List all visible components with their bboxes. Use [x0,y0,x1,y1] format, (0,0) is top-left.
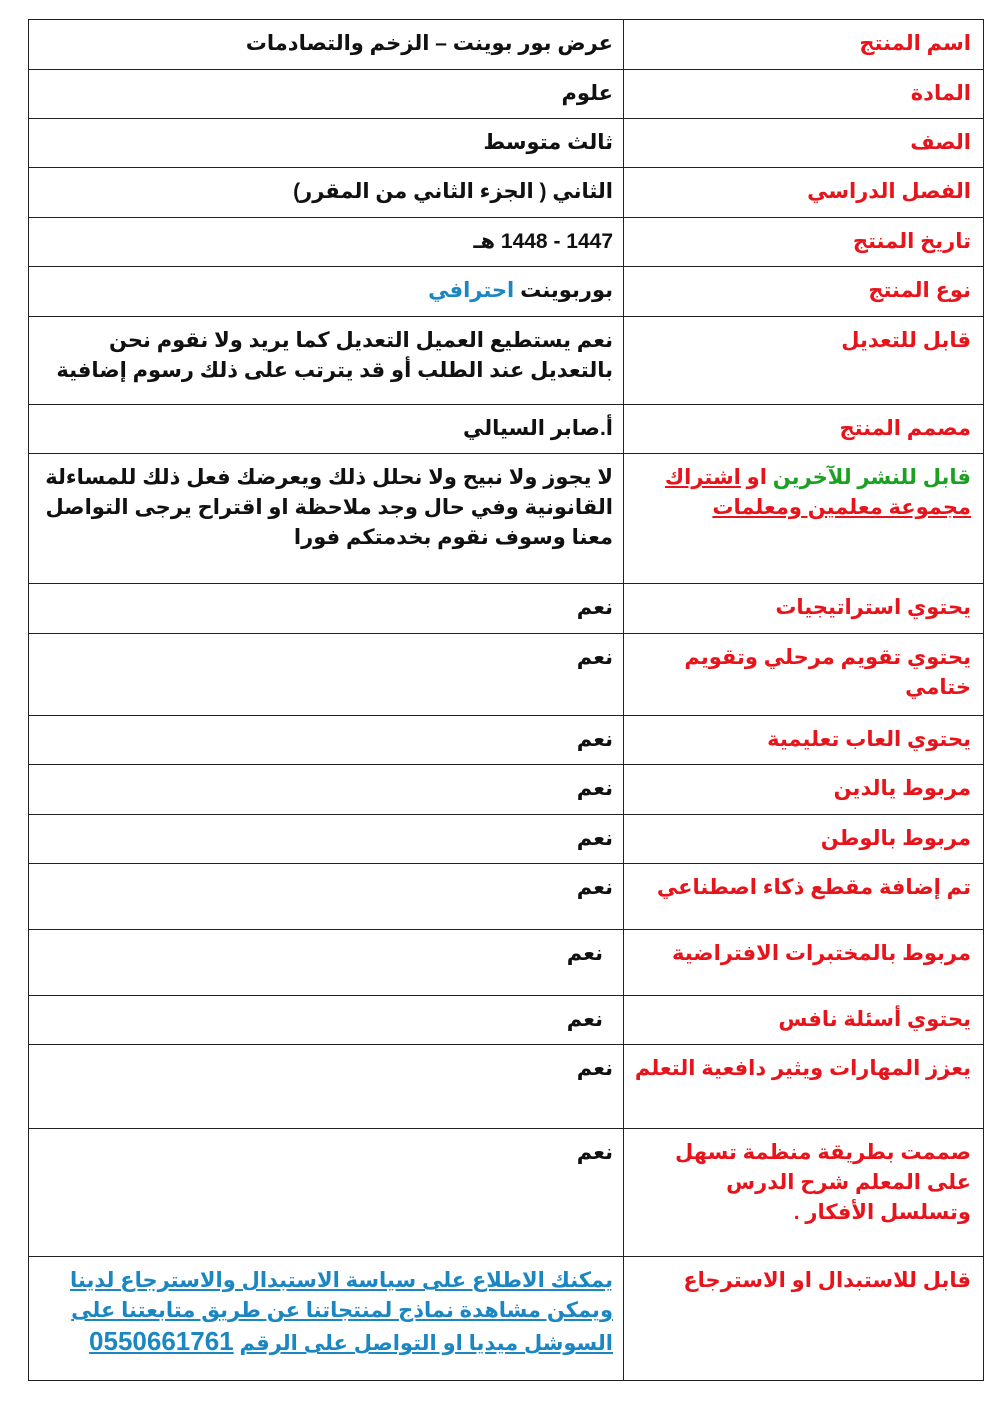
table-row [29,1257,984,1381]
table-row [29,119,984,168]
table-row [29,996,984,1045]
label-games: يحتوي العاب تعليمية [624,716,984,765]
share-label: اشتراك مجموعة معلمين ومعلمات [664,466,971,519]
label-product-date: تاريخ المنتج [624,218,984,267]
product-info-table [28,19,984,1381]
publish-label: قابل للنشر للآخرين [772,466,971,489]
label-grade: الصف [624,119,984,168]
value-publish-share: لا يجوز ولا نبيح ولا نحلل ذلك ويعرضك فعل ذلك للمساءلة القانونية وفي حال وجد ملاحظة او اقتراح يرجى التواصل معنا وسوف نقوم بخدمتكم فورا [29,454,624,584]
label-ai-clip: تم إضافة مقطع ذكاء اصطناعي [624,864,984,930]
table-row [29,218,984,267]
table-row [29,168,984,218]
value-strategies: نعم [29,584,624,634]
value-ai-clip: نعم [29,864,624,930]
label-skills: يعزز المهارات ويثير دافعية التعلم [624,1045,984,1129]
value-organized: نعم [29,1129,624,1257]
value-semester: الثاني ( الجزء الثاني من المقرر) [29,168,624,218]
table-row [29,716,984,765]
value-exchange[interactable] [29,1257,624,1381]
exchange-policy-link[interactable]: يمكنك الاطلاع على سياسة الاستبدال والاسترجاع لدينا ويمكن مشاهدة نماذج لمنتجاتنا عن طريق متابعتنا على السوشل ميديا او التواصل على الرقم [70,1269,613,1355]
value-games: نعم [29,716,624,765]
table-row [29,454,984,584]
or-label: او [746,466,767,489]
label-assessment: يحتوي تقويم مرحلي وتقويم ختامي [624,634,984,716]
label-nation: مربوط بالوطن [624,815,984,864]
table-row [29,1045,984,1129]
label-semester: الفصل الدراسي [624,168,984,218]
value-skills: نعم [29,1045,624,1129]
table-row [29,70,984,119]
table-row [29,815,984,864]
table-row [29,1129,984,1257]
label-editable: قابل للتعديل [624,317,984,405]
table-row [29,634,984,716]
product-type-level: احترافي [428,279,515,302]
label-strategies: يحتوي استراتيجيات [624,584,984,634]
table-row [29,317,984,405]
value-product-date: 1447 - 1448 هـ [29,218,624,267]
value-nation: نعم [29,815,624,864]
value-assessment: نعم [29,634,624,716]
phone-number-link[interactable]: 0550661761 [89,1326,234,1356]
label-religion: مربوط يالدين [624,765,984,815]
label-nafes: يحتوي أسئلة نافس [624,996,984,1045]
label-virtual-labs: مربوط بالمختبرات الافتراضية [624,930,984,996]
product-type-text: بوربوينت [520,279,613,302]
label-product-name: اسم المنتج [624,20,984,70]
value-subject: علوم [29,70,624,119]
table-row [29,584,984,634]
table-row [29,405,984,454]
value-virtual-labs: نعم [29,930,624,996]
table-row [29,930,984,996]
table-row [29,864,984,930]
label-designer: مصمم المنتج [624,405,984,454]
value-product-name: عرض بور بوينت – الزخم والتصادمات [29,20,624,70]
label-subject: المادة [624,70,984,119]
value-nafes: نعم [29,996,624,1045]
table-row [29,267,984,317]
label-product-type: نوع المنتج [624,267,984,317]
table-row [29,20,984,70]
label-organized: صممت بطريقة منظمة تسهل على المعلم شرح الدرس وتسلسل الأفكار . [624,1129,984,1257]
value-product-type [29,267,624,317]
label-exchange: قابل للاستبدال او الاسترجاع [624,1257,984,1381]
value-designer: أ.صابر السيالي [29,405,624,454]
value-editable: نعم يستطيع العميل التعديل كما يريد ولا نقوم نحن بالتعديل عند الطلب أو قد يترتب على ذلك رسوم إضافية [29,317,624,405]
value-grade: ثالث متوسط [29,119,624,168]
table-row [29,765,984,815]
label-publish-share [624,454,984,584]
value-religion: نعم [29,765,624,815]
